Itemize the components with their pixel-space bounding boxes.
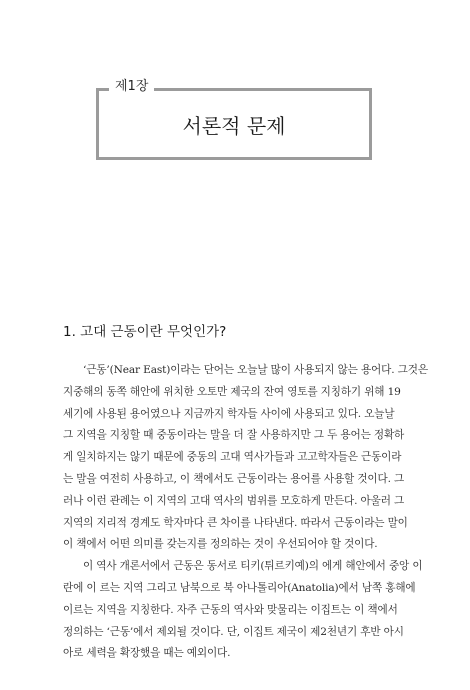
paragraph-line: 이르는 지역을 지칭한다. 자주 근동의 역사와 맞물리는 이집트는 이 책에서: [63, 603, 398, 616]
paragraph-line: 란에 이 르는 지역 그리고 남북으로 북 아나톨리아(Anatolia)에서 남쪽 홍해에: [63, 581, 416, 594]
body-text: [63, 360, 428, 665]
chapter-title: 서론적 문제: [182, 114, 286, 138]
paragraph-1: [63, 360, 428, 556]
section-heading: 1. 고대 근동이란 무엇인가?: [63, 324, 227, 340]
paragraph-line: 아로 세력을 확장했을 때는 예외이다.: [63, 647, 231, 660]
paragraph-line: 게 일치하지는 않기 때문에 중동의 고대 역사가들과 고고학자들은 근동이라: [63, 451, 402, 464]
paragraph-line: 이 책에서 어떤 의미를 갖는지를 정의하는 것이 우선되어야 할 것이다.: [63, 538, 378, 551]
paragraph-line: ‘근동’(Near East)이라는 단어는 오늘날 많이 사용되지 않는 용어다. 그것은: [83, 364, 428, 376]
paragraph-line: 지중해의 동쪽 해안에 위치한 오토만 제국의 잔여 영토를 지칭하기 위해 19: [63, 385, 401, 398]
paragraph-2: [63, 556, 423, 665]
paragraph-line: 는 말을 여전히 사용하고, 이 책에서도 근동이라는 용어를 사용할 것이다. 그: [63, 472, 405, 485]
paragraph-line: 정의하는 ‘근동’에서 제외될 것이다. 단, 이집트 제국이 제2천년기 후반 아시: [63, 625, 404, 638]
paragraph-line: 이 역사 개론서에서 근동은 동서로 티키(튀르키예)의 에게 해안에서 중앙 이: [83, 560, 423, 573]
paragraph-line: 지역의 지리적 경계도 학자마다 큰 차이를 나타낸다. 따라서 근동이라는 말이: [63, 516, 408, 529]
paragraph-line: 러나 이런 관례는 이 지역의 고대 역사의 범위를 모호하게 만든다. 아울러 그: [63, 494, 405, 507]
paragraph-line: 세기에 사용된 용어였으나 지금까지 학자들 사이에 사용되고 있다. 오늘날: [63, 407, 395, 420]
chapter-number: 제1장: [109, 78, 154, 96]
paragraph-line: 그 지역을 지칭할 때 중동이라는 말을 더 잘 사용하지만 그 두 용어는 정확하: [63, 429, 405, 442]
